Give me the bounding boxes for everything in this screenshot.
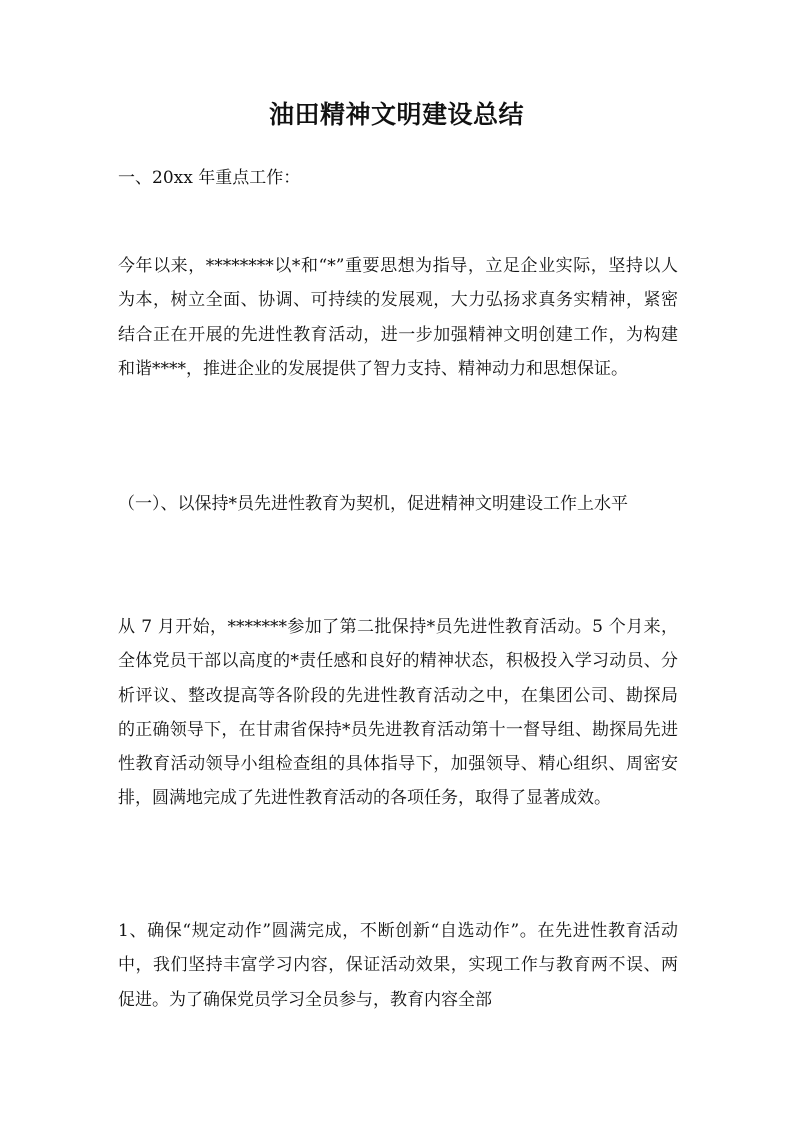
section-heading-2: （一）、以保持*员先进性教育为契机，促进精神文明建设工作上水平	[118, 494, 628, 514]
paragraph-2: 从 7 月开始，*******参加了第二批保持*员先进性教育活动。5 个月来，全体党员干部以高度的*责任感和良好的精神状态，积极投入学习动员、分析评议、整改提高等各阶段的先进性教育活动之中，在集团公司、勘探局的正确领导下，在甘肃省保持*员先进教育活动第十一督导组、勘探局先进性教育活动领导小组检查组的具体指导下，加强领导、精心组织、周密安排，圆满地完成了先进性教育活动的各项任务，取得了显著成效。	[118, 617, 678, 809]
section-heading-1: 一、20xx 年重点工作：	[118, 168, 301, 188]
document-title: 油田精神文明建设总结	[268, 100, 524, 129]
paragraph-1: 今年以来，********以*和“*”重要思想为指导，立足企业实际，坚持以人为本，树立全面、协调、可持续的发展观，大力弘扬求真务实精神，紧密结合正在开展的先进性教育活动，进一步加强精神文明创建工作，为构建和谐****，推进企业的发展提供了智力支持、精神动力和思想保证。	[118, 256, 678, 379]
paragraph-3: 1、确保“规定动作”圆满完成，不断创新“自选动作”。在先进性教育活动中，我们坚持丰富学习内容，保证活动效果，实现工作与教育两不误、两促进。为了确保党员学习全员参与，教育内容全部	[118, 921, 678, 1010]
